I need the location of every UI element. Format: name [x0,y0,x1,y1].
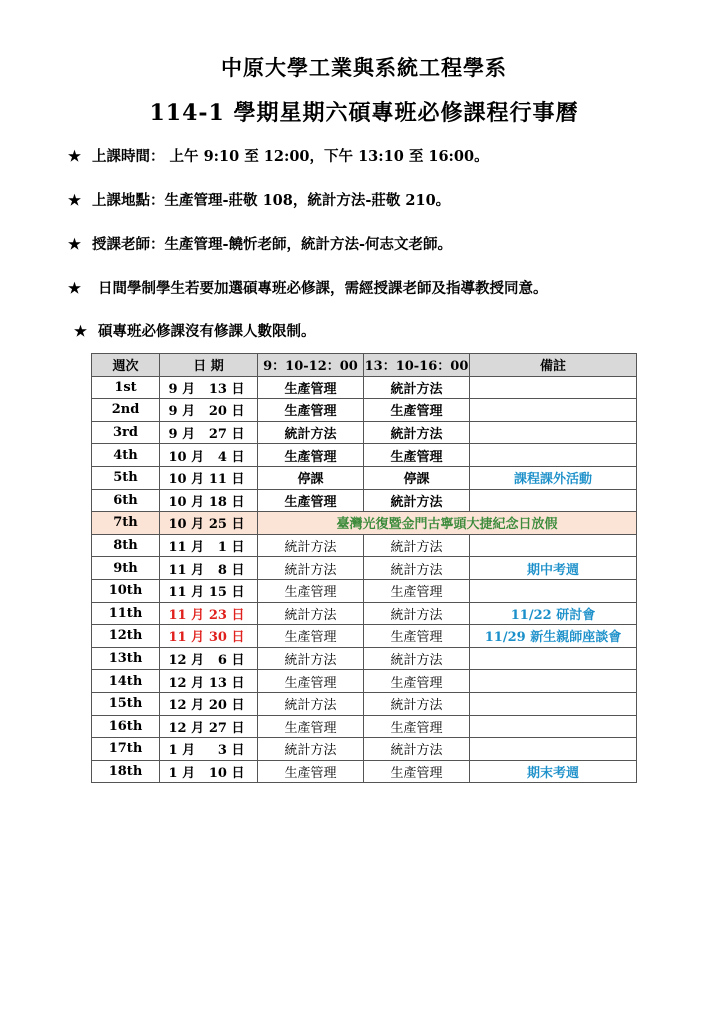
holiday-cell: 臺灣光復暨金門古寧頭大捷紀念日放假 [258,512,637,535]
table-row [92,421,637,444]
morning-course-cell: 生產管理 [258,399,364,422]
afternoon-course-cell: 統計方法 [364,602,470,625]
note-location [68,189,450,210]
header-afternoon: 13：10-16：00 [364,354,470,377]
week-cell: 16th [92,715,160,738]
date-day: 11 日 [208,472,245,488]
date-cell [160,534,258,557]
afternoon-course-cell: 生產管理 [364,670,470,693]
week-cell: 18th [92,760,160,783]
week-cell: 15th [92,692,160,715]
afternoon-course-cell: 統計方法 [364,376,470,399]
header-morning: 9：10-12：00 [258,354,364,377]
schedule-body [92,376,637,783]
calendar-title: 114-1 學期星期六碩專班必修課程行事曆 [149,100,579,126]
remark-cell [470,579,637,602]
star-icon: ★ [74,323,87,340]
remark-cell: 課程課外活動 [470,466,637,489]
morning-course-cell: 統計方法 [258,738,364,761]
table-row [92,602,637,625]
header-week: 週次 [92,354,160,377]
remark-cell [470,444,637,467]
table-row [92,647,637,670]
morning-course-cell: 生產管理 [258,376,364,399]
date-month: 11 月 [168,562,205,578]
date-month: 11 月 [168,630,205,646]
date-day: 23 日 [208,607,245,623]
date-cell [160,376,258,399]
date-day: 13 日 [208,675,245,691]
table-row [92,444,637,467]
table-header-row [92,354,637,377]
afternoon-course-cell: 統計方法 [364,489,470,512]
date-day: 27 日 [208,427,245,443]
table-row [92,512,637,535]
table-row [92,534,637,557]
date-cell [160,466,258,489]
remark-cell [470,715,637,738]
star-icon: ★ [68,236,81,253]
week-cell: 12th [92,625,160,648]
date-cell [160,738,258,761]
afternoon-course-cell: 生產管理 [364,579,470,602]
table-row [92,557,637,580]
date-day: 6 日 [217,653,245,669]
remark-cell: 11/22 研討會 [470,602,637,625]
department-title: 中原大學工業與系統工程學系 [221,55,507,80]
date-cell [160,760,258,783]
date-month: 1 月 [168,765,196,781]
date-cell [160,579,258,602]
table-row [92,399,637,422]
afternoon-course-cell: 統計方法 [364,534,470,557]
remark-cell [470,534,637,557]
remark-cell [470,489,637,512]
morning-course-cell: 統計方法 [258,602,364,625]
date-month: 12 月 [168,720,205,736]
remark-cell: 期末考週 [470,760,637,783]
week-cell: 8th [92,534,160,557]
star-icon: ★ [68,280,81,297]
date-cell [160,399,258,422]
date-day: 8 日 [217,562,245,578]
date-cell [160,625,258,648]
note-text: 授課老師：生產管理-饒忻老師，統計方法-何志文老師。 [92,236,453,253]
schedule-table [91,353,637,783]
date-month: 1 月 [168,743,196,759]
date-day: 3 日 [217,743,245,759]
date-day: 20 日 [208,404,245,420]
morning-course-cell: 統計方法 [258,692,364,715]
star-icon: ★ [68,148,81,165]
table-row [92,579,637,602]
week-cell: 1st [92,376,160,399]
note-enrollment-approval [68,277,548,298]
morning-course-cell: 統計方法 [258,534,364,557]
date-cell [160,602,258,625]
date-cell [160,692,258,715]
date-day: 10 日 [208,765,245,781]
date-cell [160,557,258,580]
afternoon-course-cell: 統計方法 [364,738,470,761]
week-cell: 9th [92,557,160,580]
week-cell: 6th [92,489,160,512]
week-cell: 13th [92,647,160,670]
week-cell: 11th [92,602,160,625]
date-month: 10 月 [168,449,205,465]
date-cell [160,647,258,670]
afternoon-course-cell: 生產管理 [364,444,470,467]
morning-course-cell: 生產管理 [258,670,364,693]
afternoon-course-cell: 統計方法 [364,692,470,715]
date-month: 9 月 [168,381,196,397]
date-day: 13 日 [208,381,245,397]
date-month: 10 月 [168,494,205,510]
table-row [92,760,637,783]
afternoon-course-cell: 生產管理 [364,715,470,738]
remark-cell [470,421,637,444]
morning-course-cell: 統計方法 [258,647,364,670]
remark-cell: 期中考週 [470,557,637,580]
note-text: 上課時間： 上午 9:10 至 12:00，下午 13:10 至 16:00。 [92,148,489,165]
date-month: 9 月 [168,404,196,420]
afternoon-course-cell: 停課 [364,466,470,489]
date-day: 15 日 [208,585,245,601]
remark-cell [470,738,637,761]
morning-course-cell: 停課 [258,466,364,489]
header-remarks: 備註 [470,354,637,377]
date-cell [160,670,258,693]
remark-cell: 11/29 新生親師座談會 [470,625,637,648]
date-cell [160,512,258,535]
remark-cell [470,647,637,670]
week-cell: 4th [92,444,160,467]
note-text: 日間學制學生若要加選碩專班必修課，需經授課老師及指導教授同意。 [98,280,548,297]
date-day: 20 日 [208,698,245,714]
table-row [92,715,637,738]
morning-course-cell: 生產管理 [258,715,364,738]
remark-cell [470,670,637,693]
date-month: 11 月 [168,540,205,556]
afternoon-course-cell: 生產管理 [364,399,470,422]
date-month: 10 月 [168,472,205,488]
remark-cell [470,692,637,715]
afternoon-course-cell: 統計方法 [364,421,470,444]
date-cell [160,715,258,738]
morning-course-cell: 統計方法 [258,557,364,580]
note-class-time [68,145,489,166]
table-row [92,692,637,715]
table-row [92,489,637,512]
date-day: 30 日 [208,630,245,646]
table-row [92,466,637,489]
note-text: 碩專班必修課沒有修課人數限制。 [98,323,316,340]
date-month: 12 月 [168,698,205,714]
date-cell [160,444,258,467]
table-row [92,376,637,399]
morning-course-cell: 統計方法 [258,421,364,444]
morning-course-cell: 生產管理 [258,444,364,467]
week-cell: 10th [92,579,160,602]
remark-cell [470,376,637,399]
week-cell: 17th [92,738,160,761]
afternoon-course-cell: 生產管理 [364,760,470,783]
afternoon-course-cell: 統計方法 [364,647,470,670]
remark-cell [470,399,637,422]
morning-course-cell: 生產管理 [258,760,364,783]
date-month: 10 月 [168,517,205,533]
week-cell: 3rd [92,421,160,444]
week-cell: 2nd [92,399,160,422]
afternoon-course-cell: 統計方法 [364,557,470,580]
date-day: 1 日 [217,540,245,556]
date-month: 11 月 [168,607,205,623]
week-cell: 5th [92,466,160,489]
date-day: 25 日 [208,517,245,533]
star-icon: ★ [68,192,81,209]
afternoon-course-cell: 生產管理 [364,625,470,648]
date-cell [160,421,258,444]
date-day: 4 日 [217,449,245,465]
morning-course-cell: 生產管理 [258,579,364,602]
week-cell: 7th [92,512,160,535]
date-month: 12 月 [168,653,205,669]
date-cell [160,489,258,512]
morning-course-cell: 生產管理 [258,625,364,648]
table-row [92,738,637,761]
table-row [92,670,637,693]
morning-course-cell: 生產管理 [258,489,364,512]
date-month: 11 月 [168,585,205,601]
table-row [92,625,637,648]
date-day: 18 日 [208,494,245,510]
note-no-limit [74,320,316,341]
date-day: 27 日 [208,720,245,736]
date-month: 9 月 [168,427,196,443]
note-text: 上課地點：生產管理-莊敬 108，統計方法-莊敬 210。 [92,192,451,209]
date-month: 12 月 [168,675,205,691]
note-teachers [68,233,452,254]
week-cell: 14th [92,670,160,693]
header-date: 日 期 [160,354,258,377]
